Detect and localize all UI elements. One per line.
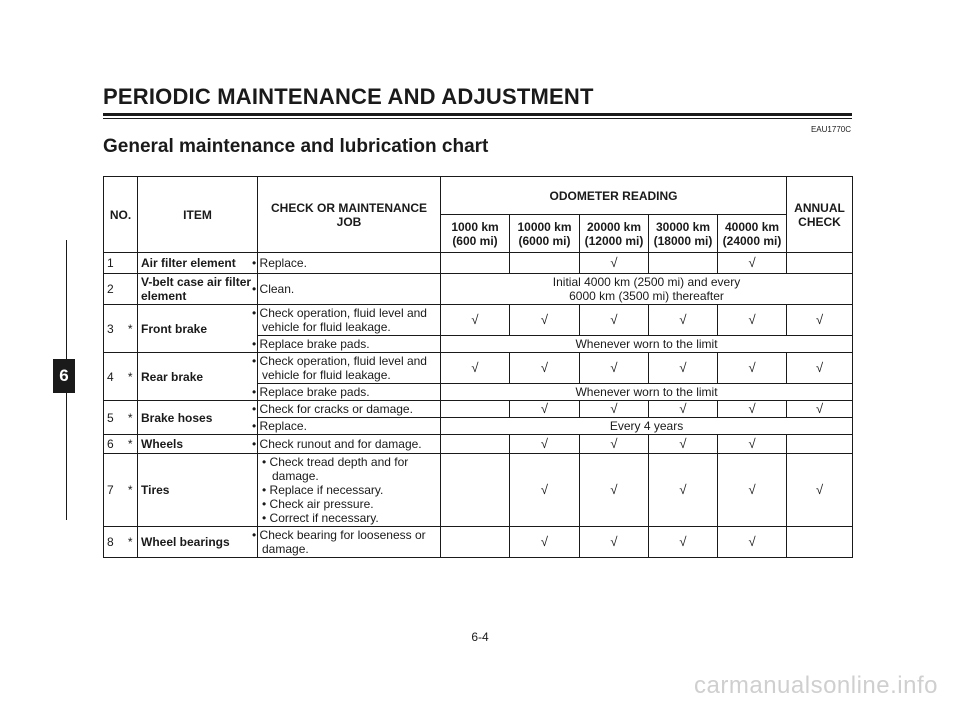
check-cell [787, 527, 853, 558]
check-mark: √ [580, 401, 649, 418]
row-star: * [124, 527, 138, 558]
interval-note: Every 4 years [441, 418, 853, 435]
check-mark: √ [649, 435, 718, 454]
check-mark: √ [718, 454, 787, 527]
check-mark: √ [718, 435, 787, 454]
row-number: 6 [104, 435, 124, 454]
check-mark: √ [649, 454, 718, 527]
row-number: 2 [104, 274, 124, 305]
header-interval-1 [441, 215, 510, 253]
check-mark: √ [649, 527, 718, 558]
interval-km: 30000 km [655, 219, 711, 234]
check-cell [441, 527, 510, 558]
check-mark: √ [718, 253, 787, 274]
check-mark: √ [580, 253, 649, 274]
check-mark: √ [787, 353, 853, 384]
check-mark: √ [718, 353, 787, 384]
check-cell [649, 253, 718, 274]
row-star: * [124, 435, 138, 454]
table-row [104, 527, 853, 558]
table-row [104, 305, 853, 336]
header-interval-5 [718, 215, 787, 253]
check-cell [787, 435, 853, 454]
row-number: 8 [104, 527, 124, 558]
table-row [104, 253, 853, 274]
job-line: • Check air pressure. [262, 497, 374, 511]
header-annual-check: ANNUAL CHECK [787, 177, 853, 253]
interval-km: 20000 km [586, 219, 642, 234]
header-no: NO. [104, 177, 138, 253]
interval-mi: (18000 mi) [653, 233, 713, 248]
header-rule [103, 113, 852, 116]
header-odometer-reading: ODOMETER READING [441, 177, 787, 215]
interval-mi: (600 mi) [452, 233, 498, 248]
check-cell [787, 253, 853, 274]
check-cell [441, 401, 510, 418]
row-number: 4 [104, 353, 124, 401]
check-mark: √ [718, 305, 787, 336]
row-job: • Replace. [258, 253, 441, 274]
header-interval-3 [580, 215, 649, 253]
check-mark: √ [649, 305, 718, 336]
check-mark: √ [510, 435, 580, 454]
job-line: • Correct if necessary. [262, 511, 379, 525]
check-mark: √ [580, 527, 649, 558]
table-row [104, 353, 853, 384]
job-line: • Replace if necessary. [262, 483, 384, 497]
maintenance-chart-table [103, 176, 853, 558]
row-job: • Check for cracks or damage. [258, 401, 441, 418]
row-job: • Replace. [258, 418, 441, 435]
row-item: Brake hoses [138, 401, 258, 435]
row-item: Air filter element [138, 253, 258, 274]
interval-km: 10000 km [517, 219, 572, 234]
interval-note [441, 274, 853, 305]
check-mark: √ [649, 401, 718, 418]
table-row [104, 401, 853, 418]
row-number: 5 [104, 401, 124, 435]
interval-note: Whenever worn to the limit [441, 384, 853, 401]
row-job: • Check bearing for looseness or damage. [258, 527, 441, 558]
watermark: carmanualsonline.info [694, 672, 938, 699]
interval-mi: (6000 mi) [518, 233, 571, 248]
table-row [104, 274, 853, 305]
table-row [104, 454, 853, 527]
row-star: * [124, 454, 138, 527]
page-number: 6-4 [471, 630, 489, 644]
page-header-title: PERIODIC MAINTENANCE AND ADJUSTMENT [103, 84, 594, 109]
check-mark: √ [649, 353, 718, 384]
section-code: EAU1770C [810, 125, 851, 134]
row-job: • Replace brake pads. [258, 336, 441, 353]
header-item: ITEM [138, 177, 258, 253]
check-mark: √ [510, 454, 580, 527]
row-star [124, 253, 138, 274]
row-item: V-belt case air filter element [138, 274, 258, 305]
check-cell [441, 454, 510, 527]
check-mark: √ [580, 435, 649, 454]
row-job [258, 454, 441, 527]
header-rule-thin [103, 118, 852, 119]
interval-km: 1000 km [451, 219, 499, 234]
interval-note-line: Initial 4000 km (2500 mi) and every [552, 275, 741, 289]
table-row [104, 435, 853, 454]
row-item: Wheels [138, 435, 258, 454]
check-mark: √ [580, 454, 649, 527]
row-job: • Clean. [258, 274, 441, 305]
check-mark: √ [441, 353, 510, 384]
check-mark: √ [787, 305, 853, 336]
row-number: 3 [104, 305, 124, 353]
header-interval-2 [510, 215, 580, 253]
row-number: 7 [104, 454, 124, 527]
row-item: Rear brake [138, 353, 258, 401]
section-title: General maintenance and lubrication chart [103, 136, 489, 157]
row-item: Front brake [138, 305, 258, 353]
row-star: * [124, 401, 138, 435]
check-mark: √ [787, 454, 853, 527]
row-number: 1 [104, 253, 124, 274]
row-star: * [124, 353, 138, 401]
chapter-tab: 6 [53, 359, 75, 393]
check-mark: √ [580, 305, 649, 336]
check-mark: √ [718, 527, 787, 558]
check-mark: √ [510, 527, 580, 558]
row-job: • Replace brake pads. [258, 384, 441, 401]
row-star: * [124, 305, 138, 353]
header-interval-4 [649, 215, 718, 253]
interval-km: 40000 km [724, 219, 780, 234]
interval-mi: (12000 mi) [584, 233, 644, 248]
check-mark: √ [718, 401, 787, 418]
header-job: CHECK OR MAINTENANCE JOB [258, 177, 441, 253]
row-job: • Check operation, fluid level and vehicle for fluid leakage. [258, 305, 441, 336]
row-item: Wheel bearings [138, 527, 258, 558]
row-job: • Check operation, fluid level and vehicle for fluid leakage. [258, 353, 441, 384]
interval-note-line: 6000 km (3500 mi) thereafter [569, 289, 724, 303]
check-mark: √ [510, 353, 580, 384]
check-mark: √ [441, 305, 510, 336]
row-job: • Check runout and for damage. [258, 435, 441, 454]
check-cell [510, 253, 580, 274]
check-mark: √ [510, 305, 580, 336]
check-cell [441, 435, 510, 454]
row-item: Tires [138, 454, 258, 527]
check-cell [441, 253, 510, 274]
interval-note: Whenever worn to the limit [441, 336, 853, 353]
check-mark: √ [510, 401, 580, 418]
job-line: • Check tread depth and for damage. [262, 455, 409, 483]
check-mark: √ [580, 353, 649, 384]
interval-mi: (24000 mi) [722, 233, 782, 248]
check-mark: √ [787, 401, 853, 418]
row-star [124, 274, 138, 305]
